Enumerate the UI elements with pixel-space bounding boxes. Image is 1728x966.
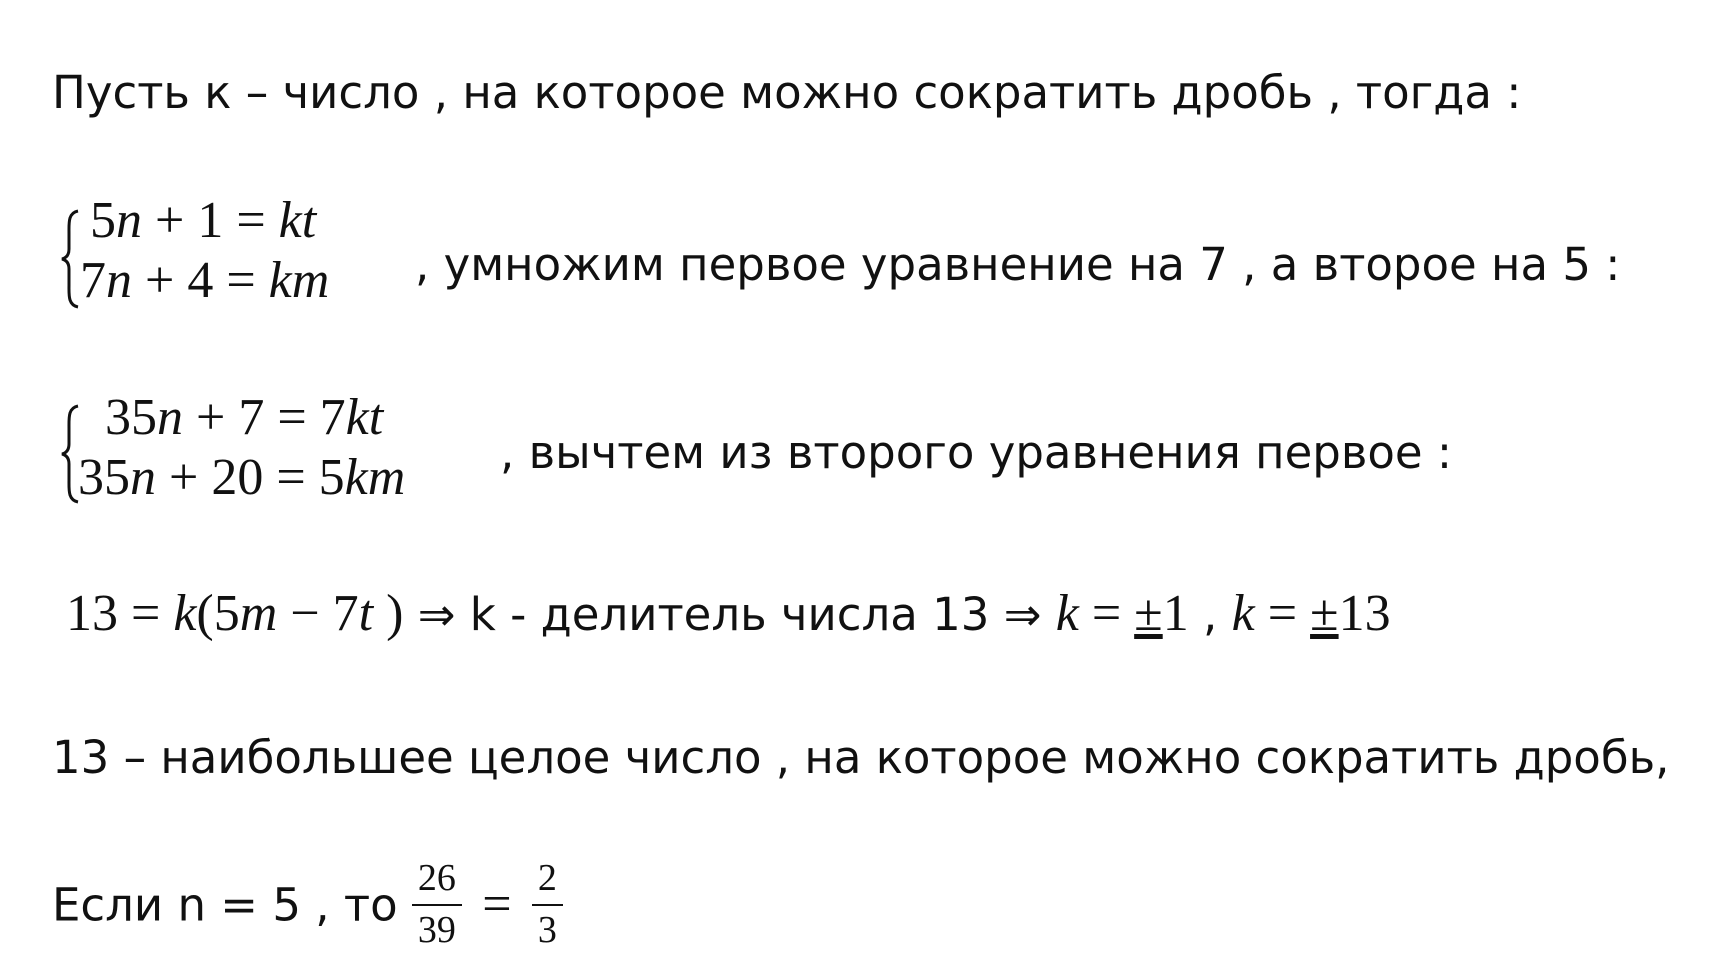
divisor-line: 13 = k(5m − 7t ) ⇒ k - делитель числа 13 ⇒ k = ±1 , k = ±13	[66, 585, 1391, 642]
system-1-comment: , умножим первое уравнение на 7 , а второе на 5 :	[415, 238, 1621, 291]
intro-text: Пусть к – число , на которое можно сократить дробь , тогда :	[52, 66, 1522, 119]
fraction-2-3: $\frac{2}{3}$	[532, 858, 563, 952]
divisor-text: ⇒ k - делитель числа 13 ⇒	[403, 588, 1056, 641]
intro-line	[52, 66, 1522, 119]
fraction-26-39: $\frac{26}{39}$	[412, 858, 462, 952]
conclusion-line: 13 – наибольшее целое число , на которое можно сократить дробь,	[52, 731, 1670, 784]
example-text: Если n = 5 , то	[52, 878, 412, 932]
example-line	[52, 858, 563, 952]
factored-expression: 13 = k(5m − 7t )	[66, 585, 404, 642]
equals-sign: =	[482, 875, 512, 933]
system-1-equation-1: 5n + 1 = kt	[90, 192, 317, 249]
k-value-1: k = ±1	[1055, 585, 1189, 642]
k-value-2: k = ±13	[1231, 585, 1391, 642]
system-2-equation-2: 35n + 20 = 5km	[78, 449, 406, 506]
system-2-equation-1: 35n + 7 = 7kt	[105, 389, 384, 446]
left-brace-icon	[60, 209, 82, 309]
system-1-equation-2: 7n + 4 = km	[80, 252, 330, 309]
system-2-comment: , вычтем из второго уравнения первое :	[500, 426, 1453, 479]
